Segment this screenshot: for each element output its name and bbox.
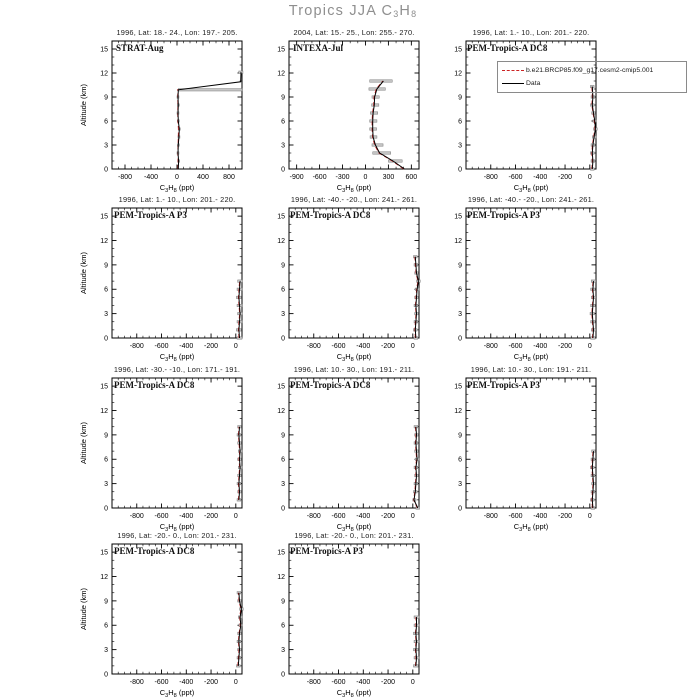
panel-label: PEM-Tropics-A DC8 <box>290 380 371 390</box>
svg-text:12: 12 <box>454 70 462 78</box>
svg-text:12: 12 <box>277 573 285 581</box>
svg-text:0: 0 <box>281 505 285 513</box>
svg-text:0: 0 <box>458 166 462 174</box>
svg-text:0: 0 <box>458 505 462 513</box>
svg-text:-400: -400 <box>356 513 371 520</box>
svg-text:15: 15 <box>454 46 462 54</box>
svg-text:3: 3 <box>281 311 285 319</box>
svg-text:C3H8 (ppt): $C_3H_8$ (ppt) <box>159 522 195 533</box>
panel-plot-3 <box>79 208 243 363</box>
svg-text:C3H8 (ppt): $C_3H_8$ (ppt) <box>513 352 549 363</box>
svg-text:800: 800 <box>223 174 235 181</box>
svg-text:9: 9 <box>281 432 285 440</box>
svg-text:-400: -400 <box>179 343 194 350</box>
svg-text:-600: -600 <box>508 513 523 520</box>
panel-label: PEM-Tropics-A P3 <box>467 210 540 220</box>
data-line-swatch <box>502 83 524 84</box>
legend-data-label: Data <box>526 80 541 87</box>
svg-text:12: 12 <box>277 407 285 415</box>
svg-text:-600: -600 <box>312 174 327 181</box>
svg-text:-200: -200 <box>558 343 573 350</box>
svg-text:15: 15 <box>277 46 285 54</box>
svg-text:-600: -600 <box>331 679 346 686</box>
svg-text:-200: -200 <box>558 513 573 520</box>
svg-text:C3H8 (ppt): $C_3H_8$ (ppt) <box>336 352 372 363</box>
svg-text:-600: -600 <box>331 343 346 350</box>
model-line-swatch <box>502 70 524 71</box>
svg-text:-200: -200 <box>381 513 396 520</box>
svg-text:6: 6 <box>458 456 462 464</box>
panel-label: PEM-Tropics-A DC8 <box>114 380 195 390</box>
svg-text:12: 12 <box>277 237 285 245</box>
svg-text:12: 12 <box>100 407 108 415</box>
svg-text:-200: -200 <box>381 679 396 686</box>
svg-text:0: 0 <box>281 166 285 174</box>
svg-text:-200: -200 <box>204 679 219 686</box>
svg-text:-200: -200 <box>381 343 396 350</box>
svg-text:-400: -400 <box>533 174 548 181</box>
svg-text:3: 3 <box>104 142 108 150</box>
panel-plot-8 <box>454 378 596 533</box>
svg-text:6: 6 <box>458 118 462 126</box>
svg-text:6: 6 <box>281 622 285 630</box>
svg-text:3: 3 <box>458 311 462 319</box>
svg-text:Altitude (km): Altitude (km) <box>79 587 88 631</box>
svg-text:15: 15 <box>100 213 108 221</box>
svg-text:-400: -400 <box>533 513 548 520</box>
svg-text:3: 3 <box>104 647 108 655</box>
svg-text:9: 9 <box>104 598 108 606</box>
panel-label: PEM-Tropics-A P3 <box>114 210 187 220</box>
panel-plot-10 <box>277 544 419 699</box>
svg-text:15: 15 <box>100 46 108 54</box>
svg-text:-400: -400 <box>356 343 371 350</box>
svg-text:-400: -400 <box>533 343 548 350</box>
svg-text:3: 3 <box>104 481 108 489</box>
svg-text:6: 6 <box>281 456 285 464</box>
legend-row-data <box>502 77 684 90</box>
panel-plot-5 <box>454 208 596 363</box>
svg-text:-400: -400 <box>179 679 194 686</box>
svg-text:15: 15 <box>454 383 462 391</box>
svg-text:0: 0 <box>458 335 462 343</box>
svg-text:0: 0 <box>104 335 108 343</box>
svg-text:15: 15 <box>277 549 285 557</box>
panel-label: STRAT-Aug <box>116 43 164 53</box>
panel-label: PEM-Tropics-A DC8 <box>467 43 548 53</box>
svg-text:600: 600 <box>405 174 418 181</box>
panel-title: 1996, Lat: -20.- 0., Lon: 201.- 231. <box>117 531 237 540</box>
svg-text:0: 0 <box>587 513 592 520</box>
svg-text:12: 12 <box>454 237 462 245</box>
panel-title: 1996, Lat: -40.- -20., Lon: 241.- 261. <box>467 195 595 204</box>
svg-text:-400: -400 <box>356 679 371 686</box>
legend-model-label: b.e21.BRCP85.f09_g17.cesm2-cmip5.001 <box>526 67 654 74</box>
panel-plot-9 <box>79 544 243 699</box>
svg-text:-200: -200 <box>204 343 219 350</box>
panel-title: 1996, Lat: 1.- 10., Lon: 201.- 220. <box>118 195 236 204</box>
svg-text:12: 12 <box>454 407 462 415</box>
svg-text:Altitude (km): Altitude (km) <box>79 83 88 127</box>
svg-text:0: 0 <box>104 505 108 513</box>
svg-text:0: 0 <box>587 174 592 181</box>
legend-row-model <box>502 64 684 77</box>
svg-text:12: 12 <box>100 70 108 78</box>
svg-text:0: 0 <box>363 174 368 181</box>
panel-title: 1996, Lat: 1.- 10., Lon: 201.- 220. <box>472 28 590 37</box>
svg-text:-600: -600 <box>154 513 169 520</box>
svg-text:-600: -600 <box>508 343 523 350</box>
svg-text:15: 15 <box>100 383 108 391</box>
panel-title: 1996, Lat: 10.- 30., Lon: 191.- 211. <box>470 365 592 374</box>
panel-title: 1996, Lat: -20.- 0., Lon: 201.- 231. <box>294 531 414 540</box>
svg-text:12: 12 <box>100 237 108 245</box>
panel-title: 1996, Lat: 10.- 30., Lon: 191.- 211. <box>293 365 415 374</box>
svg-text:3: 3 <box>281 481 285 489</box>
svg-text:3: 3 <box>458 142 462 150</box>
svg-text:-600: -600 <box>154 343 169 350</box>
svg-text:-600: -600 <box>508 174 523 181</box>
svg-text:-600: -600 <box>154 679 169 686</box>
svg-text:0: 0 <box>410 343 415 350</box>
panel-label: INTEXA-Jul <box>293 43 344 53</box>
panel-plot-1 <box>277 41 419 194</box>
svg-text:-600: -600 <box>331 513 346 520</box>
svg-text:0: 0 <box>410 679 415 686</box>
svg-text:6: 6 <box>104 622 108 630</box>
panel-label: PEM-Tropics-A P3 <box>467 380 540 390</box>
svg-text:-200: -200 <box>204 513 219 520</box>
svg-text:-800: -800 <box>306 679 321 686</box>
svg-text:-400: -400 <box>179 513 194 520</box>
svg-text:15: 15 <box>277 383 285 391</box>
page-title: Tropics JJA $C_3H_8$ <box>288 3 418 19</box>
svg-text:-800: -800 <box>129 343 144 350</box>
panel-label: PEM-Tropics-A DC8 <box>290 210 371 220</box>
panel-title: 2004, Lat: 15.- 25., Lon: 255.- 270. <box>293 28 415 37</box>
svg-text:-800: -800 <box>117 174 133 181</box>
svg-text:9: 9 <box>458 262 462 270</box>
svg-text:C3H8 (ppt): $C_3H_8$ (ppt) <box>513 183 549 194</box>
panel-title: 1996, Lat: 18.- 24., Lon: 197.- 205. <box>116 28 238 37</box>
panel-plot-7 <box>277 378 419 533</box>
svg-text:9: 9 <box>458 432 462 440</box>
panel-title: 1996, Lat: -40.- -20., Lon: 241.- 261. <box>290 195 418 204</box>
svg-text:3: 3 <box>104 311 108 319</box>
svg-text:6: 6 <box>458 286 462 294</box>
svg-text:Altitude (km): Altitude (km) <box>79 421 88 465</box>
panel-plot-6 <box>79 378 242 533</box>
svg-text:9: 9 <box>104 432 108 440</box>
svg-text:15: 15 <box>277 213 285 221</box>
svg-text:0: 0 <box>175 174 179 181</box>
panel-label: PEM-Tropics-A P3 <box>290 546 363 556</box>
svg-text:0: 0 <box>104 166 108 174</box>
svg-text:-200: -200 <box>558 174 573 181</box>
panel-plot-4 <box>277 208 420 363</box>
svg-text:-800: -800 <box>306 343 321 350</box>
svg-text:C3H8 (ppt): $C_3H_8$ (ppt) <box>159 183 195 194</box>
svg-text:15: 15 <box>454 213 462 221</box>
svg-text:C3H8 (ppt): $C_3H_8$ (ppt) <box>159 352 195 363</box>
svg-text:9: 9 <box>104 262 108 270</box>
panel-title: 1996, Lat: -30.- -10., Lon: 171.- 191. <box>113 365 241 374</box>
panel-plot-0 <box>79 41 243 194</box>
svg-text:9: 9 <box>104 94 108 102</box>
svg-text:6: 6 <box>104 456 108 464</box>
svg-text:9: 9 <box>281 94 285 102</box>
svg-text:300: 300 <box>382 174 395 181</box>
svg-text:0: 0 <box>587 343 592 350</box>
svg-text:0: 0 <box>410 513 415 520</box>
svg-text:-800: -800 <box>483 343 498 350</box>
svg-text:-800: -800 <box>306 513 321 520</box>
svg-text:0: 0 <box>281 671 285 679</box>
panel-label: PEM-Tropics-A DC8 <box>114 546 195 556</box>
svg-text:-800: -800 <box>129 513 144 520</box>
svg-text:12: 12 <box>100 573 108 581</box>
svg-text:C3H8 (ppt): $C_3H_8$ (ppt) <box>159 688 195 699</box>
svg-text:400: 400 <box>197 174 209 181</box>
svg-text:6: 6 <box>281 118 285 126</box>
legend <box>497 61 687 93</box>
svg-text:6: 6 <box>281 286 285 294</box>
svg-text:0: 0 <box>233 343 238 350</box>
svg-text:0: 0 <box>281 335 285 343</box>
svg-text:9: 9 <box>458 94 462 102</box>
svg-text:C3H8 (ppt): $C_3H_8$ (ppt) <box>513 522 549 533</box>
svg-text:9: 9 <box>281 262 285 270</box>
svg-text:-800: -800 <box>483 513 498 520</box>
svg-text:C3H8 (ppt): $C_3H_8$ (ppt) <box>336 688 372 699</box>
svg-text:0: 0 <box>233 513 238 520</box>
svg-text:C3H8 (ppt): $C_3H_8$ (ppt) <box>336 522 372 533</box>
svg-text:-300: -300 <box>335 174 350 181</box>
svg-text:9: 9 <box>281 598 285 606</box>
svg-text:3: 3 <box>281 647 285 655</box>
svg-text:12: 12 <box>277 70 285 78</box>
svg-text:6: 6 <box>104 118 108 126</box>
svg-text:0: 0 <box>233 679 238 686</box>
svg-text:3: 3 <box>281 142 285 150</box>
svg-text:Altitude (km): Altitude (km) <box>79 251 88 295</box>
svg-text:0: 0 <box>104 671 108 679</box>
svg-text:15: 15 <box>100 549 108 557</box>
svg-text:-900: -900 <box>289 174 304 181</box>
svg-text:-800: -800 <box>129 679 144 686</box>
svg-text:3: 3 <box>458 481 462 489</box>
svg-text:-800: -800 <box>483 174 498 181</box>
svg-text:C3H8 (ppt): $C_3H_8$ (ppt) <box>336 183 372 194</box>
svg-text:-400: -400 <box>143 174 159 181</box>
svg-text:6: 6 <box>104 286 108 294</box>
